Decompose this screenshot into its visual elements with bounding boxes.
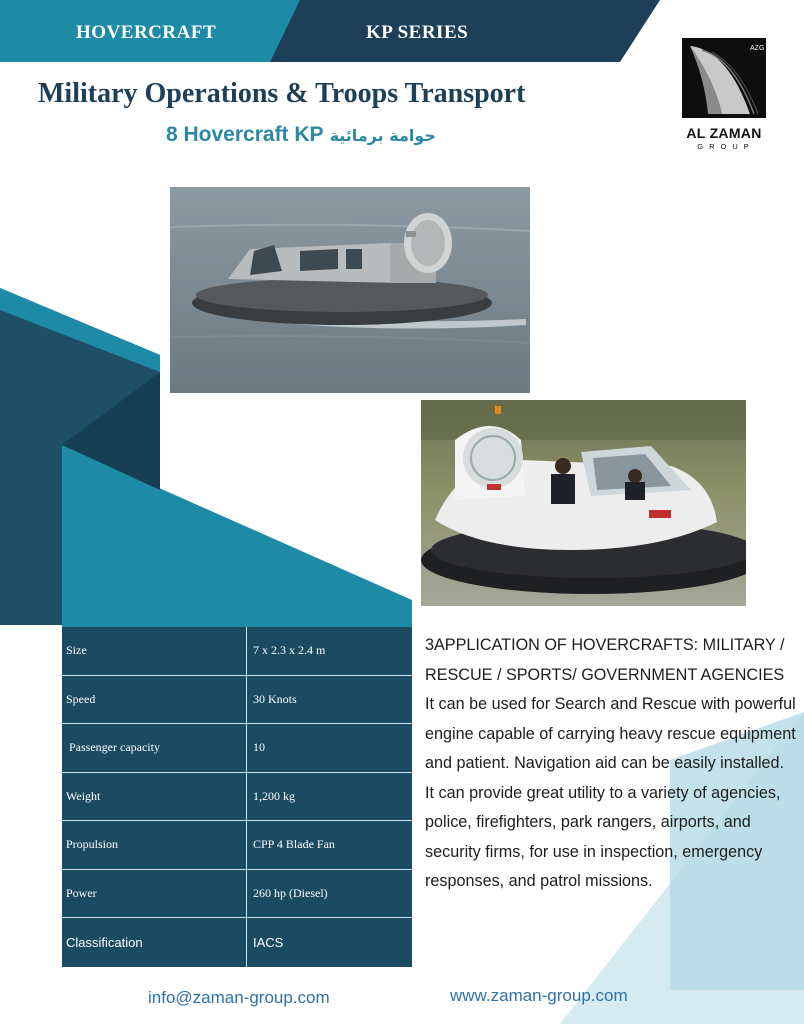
spec-label: Propulsion (66, 837, 119, 852)
logo-initials: AZG (750, 45, 765, 52)
spec-label: Size (66, 643, 87, 658)
spec-value: 1,200 kg (246, 773, 412, 821)
spec-row-size (62, 627, 412, 676)
page-subtitle (166, 123, 436, 147)
subtitle-arabic: حوامة برمائية (329, 126, 436, 145)
spec-row-propulsion (62, 821, 412, 870)
spec-label: Power (66, 885, 97, 900)
banner-series-label: KP SERIES (366, 22, 469, 43)
hovercraft-photo-grey (170, 187, 530, 393)
spec-label: Weight (66, 788, 101, 803)
logo-group-text: GROUP (697, 142, 755, 151)
spec-row-classification (62, 918, 412, 967)
subtitle-model: 8 Hovercraft KP (166, 123, 324, 146)
contact-email-link[interactable]: info@zaman-group.com (148, 988, 330, 1007)
spec-label: Classification (66, 934, 143, 950)
application-heading: 3APPLICATION OF HOVERCRAFTS: MILITARY / RESCUE / SPORTS/ GOVERNMENT AGENCIES (425, 636, 785, 684)
spec-row-weight (62, 773, 412, 822)
spec-value: 10 (246, 724, 412, 772)
hovercraft-photo-white (421, 400, 746, 606)
page-title: Military Operations & Troops Transport (38, 78, 526, 109)
spec-value: 7 x 2.3 x 2.4 m (246, 627, 412, 675)
spec-table (62, 627, 412, 967)
spec-value: IACS (246, 918, 412, 967)
al-zaman-logo (678, 38, 770, 156)
spec-row-passenger-capacity (62, 724, 412, 773)
spec-value: 260 hp (Diesel) (246, 870, 412, 918)
banner-hovercraft-label: HOVERCRAFT (76, 22, 217, 43)
spec-row-power (62, 870, 412, 919)
spec-row-speed (62, 676, 412, 725)
logo-name: AL ZAMAN (686, 125, 762, 141)
logo-mark-icon (682, 38, 766, 118)
application-paragraph-2: It can provide great utility to a variety of agencies, police, firefighters, park rangers, airports, and security firms, for use in inspection, emergency responses, and patrol missions. (425, 783, 781, 890)
website-link[interactable]: www.zaman-group.com (450, 986, 628, 1005)
spec-value: 30 Knots (246, 676, 412, 724)
center-teal-panel (62, 445, 412, 627)
application-paragraph-1: It can be used for Search and Rescue with powerful engine capable of carrying heavy rescue equipment and patient. Navigation aid can be easily installed. (425, 695, 796, 772)
spec-label: Speed (66, 691, 96, 706)
application-description (425, 631, 797, 897)
spec-value: CPP 4 Blade Fan (246, 821, 412, 869)
spec-label: Passenger capacity (66, 740, 160, 755)
